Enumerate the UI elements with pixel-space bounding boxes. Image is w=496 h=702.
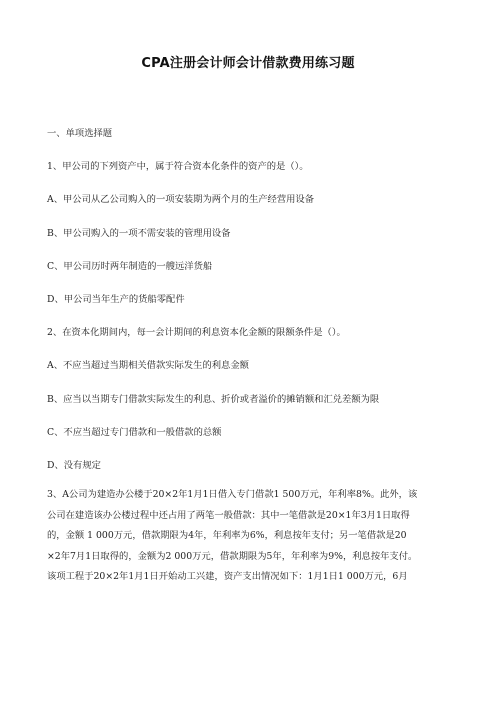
question-3-line: 该项工程于20×2年1月1日开始动工兴建，资产支出情况如下：1月1日1 000万元，6月	[47, 571, 408, 582]
question-3-line: ×2年7月1日取得的，金额为2 000万元，借款期限为5年，年利率为9%，利息按年支付。	[47, 550, 418, 562]
question-2-option-b: B、应当以当期专门借款实际发生的利息、折价或者溢价的摊销额和汇兑差额为限	[47, 394, 380, 405]
document-title: CPA注册会计师会计借款费用练习题	[141, 56, 355, 71]
question-1-option-a: A、甲公司从乙公司购入的一项安装期为两个月的生产经营用设备	[47, 194, 315, 205]
question-2-option-a: A、不应当超过当期相关借款实际发生的利息金额	[47, 360, 249, 371]
question-1-option-d: D、甲公司当年生产的货船零配件	[47, 294, 185, 305]
question-3-stem	[47, 485, 457, 588]
question-1-option-c: C、甲公司历时两年制造的一艘远洋货船	[47, 261, 213, 272]
question-1-stem: 1、甲公司的下列资产中，属于符合资本化条件的资产的是（）。	[47, 161, 309, 172]
question-3-line: 的，金额 1 000万元，借款期限为4年，年利率为6%，利息按年支付；另一笔借款是20	[47, 530, 407, 541]
question-2-stem: 2、在资本化期间内，每一会计期间的利息资本化金额的限额条件是（）。	[47, 327, 346, 338]
question-3-line: 公司在建造该办公楼过程中还占用了两笔一般借款：其中一笔借款是20×1年3月1日取得	[47, 509, 410, 521]
section-heading: 一、单项选择题	[47, 128, 113, 139]
question-3-line: 3、A公司为建造办公楼于20×2年1月1日借入专门借款1 500万元，年利率8%。此外，该	[47, 489, 418, 500]
question-1-option-b: B、甲公司购入的一项不需安装的管理用设备	[47, 228, 231, 239]
question-2-option-d: D、没有规定	[47, 460, 101, 471]
question-2-option-c: C、不应当超过专门借款和一般借款的总额	[47, 427, 222, 438]
